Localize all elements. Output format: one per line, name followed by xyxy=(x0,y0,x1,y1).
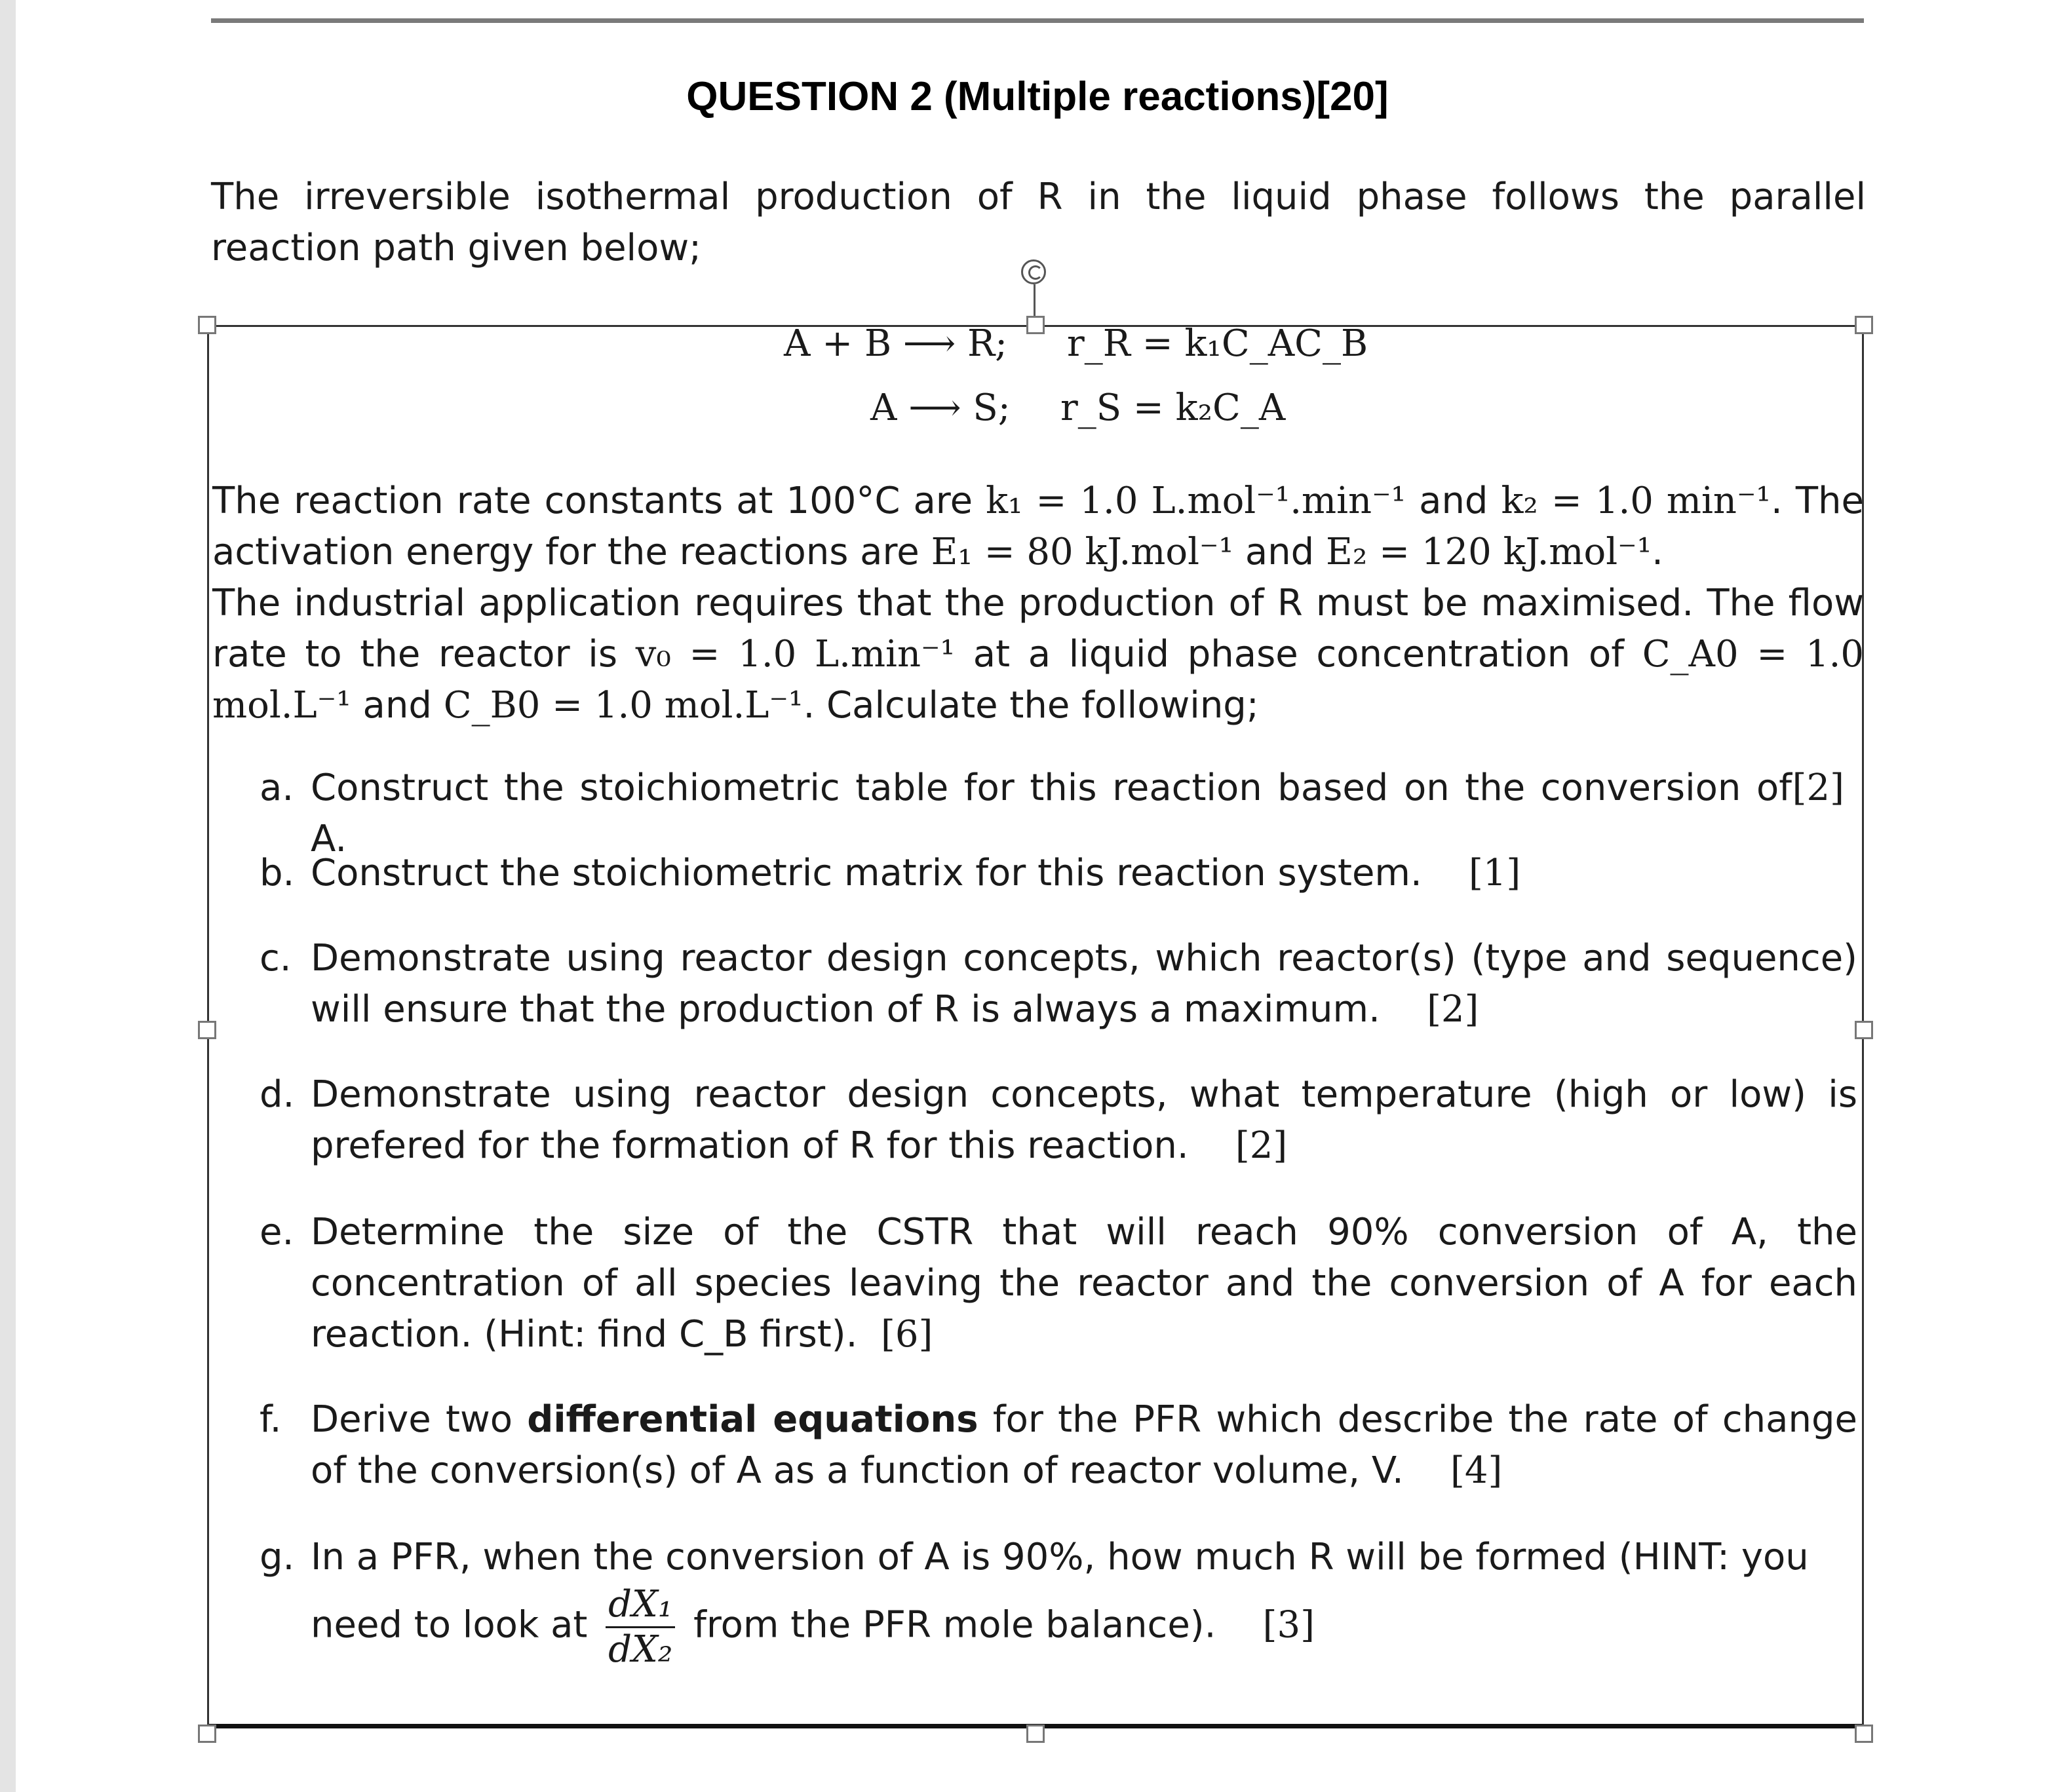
ca0-value: C_A0 = 1.0 mol.L⁻¹ xyxy=(212,633,1865,727)
resize-handle-top-right[interactable] xyxy=(1855,316,1873,334)
item-marks: [2] xyxy=(1792,767,1844,809)
item-text-b: from the PFR mole balance). xyxy=(693,1603,1216,1647)
given-text-6: . Calculate the following; xyxy=(803,684,1259,727)
e1-value: E₁ = 80 kJ.mol⁻¹ xyxy=(931,531,1234,573)
left-margin-strip xyxy=(0,0,16,1792)
item-label: d. xyxy=(260,1073,295,1116)
given-text-3: . xyxy=(1652,531,1663,573)
item-marks: [3] xyxy=(1262,1603,1315,1647)
item-text-bold: differential equations xyxy=(527,1398,978,1441)
item-marks: [4] xyxy=(1450,1449,1503,1492)
v0-value: v₀ = 1.0 L.min⁻¹ xyxy=(635,633,956,676)
item-text-a: In a PFR, when the conversion of A is 90%, how much R will be formed (HINT: you need to look at xyxy=(311,1536,1809,1647)
given-text-4: The industrial application requires that the production of R must be maximised. The flow rate to the reactor is xyxy=(212,582,1864,676)
resize-handle-middle-left[interactable] xyxy=(198,1021,216,1039)
cb0-value: C_B0 = 1.0 mol.L⁻¹ xyxy=(443,684,803,727)
item-text-b: for the PFR which describe the rate of change of the conversion(s) of A as a function of reactor volume, V. xyxy=(311,1398,1857,1492)
resize-handle-bottom-right[interactable] xyxy=(1855,1725,1873,1743)
item-marks: [1] xyxy=(1468,852,1521,894)
and-3: and xyxy=(362,684,432,727)
item-marks: [2] xyxy=(1235,1124,1288,1167)
k2-value: k₂ = 1.0 min⁻¹ xyxy=(1501,480,1771,522)
item-label: b. xyxy=(260,852,295,894)
question-title: QUESTION 2 (Multiple reactions)[20] xyxy=(686,74,1389,119)
top-rule xyxy=(211,18,1864,23)
item-label: g. xyxy=(260,1536,295,1578)
fraction-numerator: dX₁ xyxy=(606,1583,675,1628)
resize-handle-bottom-left[interactable] xyxy=(198,1725,216,1743)
item-label: a. xyxy=(260,767,294,809)
reaction-2-rate-law: r_S = k₂C_A xyxy=(1060,387,1286,429)
item-marks: [2] xyxy=(1427,988,1479,1031)
item-text-a: Derive two xyxy=(311,1398,513,1441)
reaction-1-equation: A + B ⟶ R; xyxy=(784,322,1008,365)
item-label: c. xyxy=(260,937,292,980)
intro-text: The irreversible isothermal production of R in the liquid phase follows the parallel reaction path given below; xyxy=(211,176,1866,269)
item-label: e. xyxy=(260,1211,294,1253)
item-text: Construct the stoichiometric matrix for this reaction system. xyxy=(311,852,1422,894)
resize-handle-bottom-middle[interactable] xyxy=(1026,1725,1045,1743)
given-text-5: at a liquid phase concentration of xyxy=(973,633,1624,676)
item-text: Construct the stoichiometric table for this reaction based on the conversion of A. xyxy=(311,767,1792,860)
item-text: Demonstrate using reactor design concepts, which reactor(s) (type and sequence) will ensure that the production of R is always a maximum. xyxy=(311,937,1857,1031)
given-text-1: The reaction rate constants at 100°C are xyxy=(212,480,973,522)
dx1-dx2-fraction xyxy=(606,1583,675,1671)
item-text: Determine the size of the CSTR that will reach 90% conversion of A, the concentration of all species leaving the reactor and the conversion of A for each reaction. (Hint: find C_B first). xyxy=(311,1211,1857,1356)
e2-value: E₂ = 120 kJ.mol⁻¹ xyxy=(1326,531,1652,573)
fraction-denominator: dX₂ xyxy=(608,1628,673,1671)
item-label: f. xyxy=(260,1398,282,1441)
rotate-handle-icon[interactable] xyxy=(1021,259,1046,284)
resize-handle-top-left[interactable] xyxy=(198,316,216,334)
and-1: and xyxy=(1419,480,1488,522)
and-2: and xyxy=(1245,531,1315,573)
given-text-2: . The activation energy for the reactions are xyxy=(212,480,1864,573)
rotate-handle-stem xyxy=(1034,284,1036,317)
reaction-2-equation: A ⟶ S; xyxy=(870,387,1011,429)
item-marks: [6] xyxy=(880,1313,933,1356)
resize-handle-top-middle[interactable] xyxy=(1026,316,1045,334)
reaction-1-rate-law: r_R = k₁C_AC_B xyxy=(1067,322,1368,365)
k1-value: k₁ = 1.0 L.mol⁻¹.min⁻¹ xyxy=(986,480,1406,522)
item-text: Demonstrate using reactor design concepts, what temperature (high or low) is prefered for the formation of R for this reaction. xyxy=(311,1073,1857,1167)
given-data-paragraph xyxy=(212,476,1864,731)
resize-handle-middle-right[interactable] xyxy=(1855,1021,1873,1039)
